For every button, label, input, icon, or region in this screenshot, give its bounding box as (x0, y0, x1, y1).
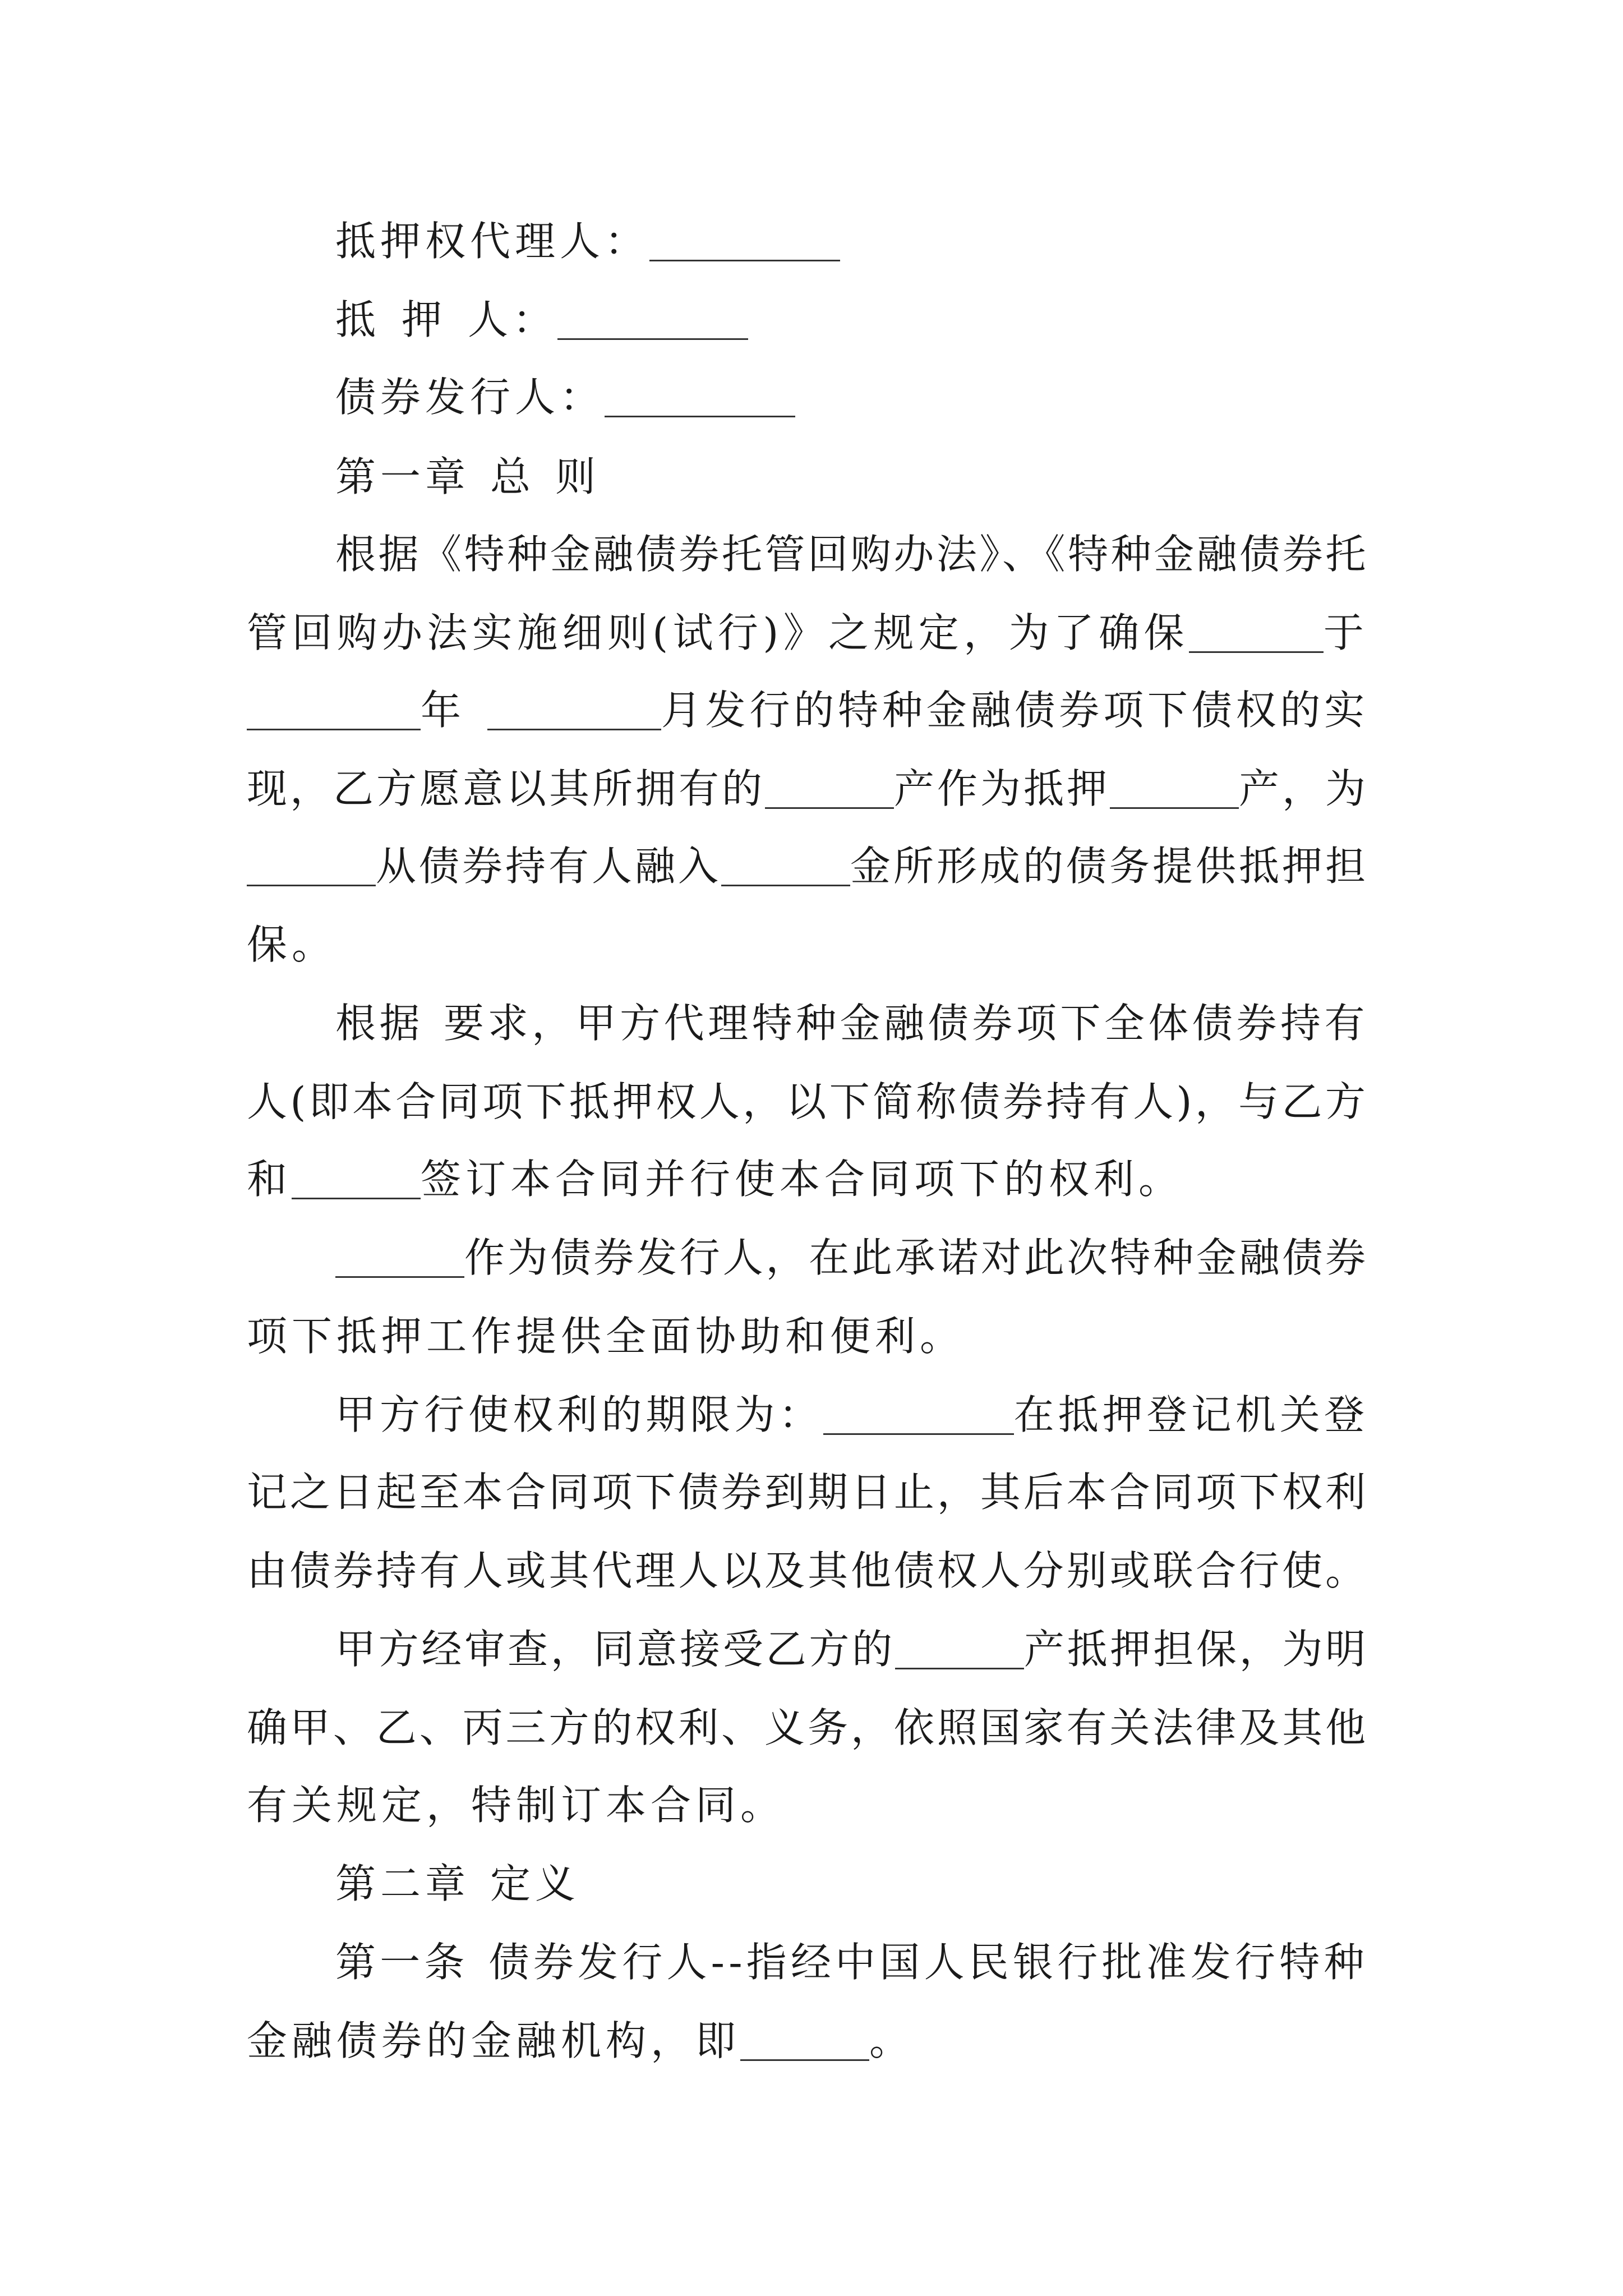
line-text: 由债券持有人或其代理人以及其他债权人分别或联合行使。 (247, 1547, 1369, 1594)
line-text: 人： (468, 296, 558, 343)
line-text: 月发行的特种金融债券项下债权的实 (661, 687, 1369, 734)
text-line (247, 1458, 1368, 1526)
text-line (247, 1772, 785, 1839)
text-line (335, 364, 795, 431)
line-text: 金所形成的债务提供抵押担 (850, 843, 1369, 890)
fill-in-blank (765, 755, 894, 809)
text-line (335, 521, 1368, 588)
line-text: 第一章 (335, 453, 471, 500)
line-text: 产作为抵押 (894, 765, 1110, 812)
text-line (335, 1850, 580, 1917)
fill-in-blank (292, 1145, 421, 1199)
line-text: 作为债券发行人，在此承诺对此次特种金融债券 (464, 1234, 1369, 1281)
line-text: 根据 (335, 1000, 424, 1047)
text-line (335, 1381, 1368, 1448)
line-text: 押 (402, 296, 447, 343)
line-text: 甲方行使权利的期限为： (335, 1391, 823, 1438)
text-line (335, 1929, 1368, 1996)
fill-in-blank (335, 1224, 464, 1278)
line-text: 债券发行人--指经中国人民银行批准发行特种 (488, 1939, 1368, 1986)
line-text: 从债券持有人融入 (376, 843, 722, 890)
text-line (247, 599, 1368, 666)
line-text: 要求，甲方代理特种金融债券项下全体债券持有 (444, 1000, 1369, 1047)
line-text: 则 (555, 453, 601, 500)
text-line (335, 1616, 1368, 1683)
line-text: 产抵押担保，为明 (1023, 1626, 1369, 1673)
line-text: 抵 (335, 296, 381, 343)
text-line (335, 990, 1368, 1057)
fill-in-blank (247, 832, 376, 886)
fill-in-blank (1189, 599, 1324, 653)
fill-in-blank (895, 1616, 1024, 1669)
fill-in-blank (740, 2007, 869, 2061)
text-line (247, 1303, 965, 1370)
line-text: 项下抵押工作提供全面协助和便利。 (247, 1313, 965, 1360)
line-text: 保。 (247, 921, 337, 968)
line-text: 确甲、乙、丙三方的权利、义务，依照国家有关法律及其他 (247, 1704, 1369, 1751)
line-text: 管回购办法实施细则(试行)》之规定，为了确保 (247, 609, 1189, 656)
line-text: 年 (421, 687, 465, 734)
line-text: 甲方经审查，同意接受乙方的 (335, 1626, 895, 1673)
fill-in-blank (1110, 755, 1239, 809)
line-text: 债券发行人： (335, 374, 605, 421)
text-line (247, 911, 336, 978)
text-line (247, 1145, 1183, 1213)
text-line (247, 677, 1368, 744)
line-text: 记之日起至本合同项下债券到期日止，其后本合同项下权利 (247, 1469, 1369, 1516)
fill-in-blank (823, 1381, 1014, 1435)
fill-in-blank (605, 364, 795, 417)
line-text: 现，乙方愿意以其所拥有的 (247, 765, 766, 812)
text-line (247, 755, 1368, 822)
line-text: 金融债券的金融机构，即 (247, 2017, 741, 2064)
line-text: 第一条 (335, 1939, 469, 1986)
line-text: 于 (1323, 609, 1369, 656)
line-text: 第二章 (335, 1860, 471, 1907)
text-line (335, 443, 600, 510)
fill-in-blank (721, 832, 850, 886)
line-text: 定义 (490, 1860, 580, 1907)
line-text: 签订本合同并行使本合同项下的权利。 (421, 1156, 1184, 1203)
text-line (335, 1224, 1368, 1291)
text-line (247, 1068, 1368, 1135)
line-text: 根据《特种金融债券托管回购办法》、《特种金融债券托 (335, 531, 1369, 578)
line-text: 在抵押登记机关登 (1013, 1391, 1369, 1438)
line-text: 产，为 (1239, 765, 1369, 812)
text-line (335, 208, 840, 275)
text-line (247, 1694, 1368, 1761)
line-text: 有关规定，特制订本合同。 (247, 1782, 786, 1829)
line-text: 和 (247, 1156, 292, 1203)
text-line (247, 2007, 914, 2074)
line-text: 人(即本合同项下抵押权人，以下简称债券持有人)，与乙方 (247, 1078, 1369, 1125)
line-text: 抵押权代理人： (335, 218, 650, 265)
text-line (247, 1537, 1368, 1604)
text-line (247, 832, 1368, 900)
fill-in-blank (649, 208, 840, 261)
line-text: 总 (490, 453, 536, 500)
fill-in-blank (557, 286, 748, 340)
text-line (335, 286, 748, 353)
fill-in-blank (247, 677, 421, 730)
line-text: 。 (869, 2017, 915, 2064)
fill-in-blank (487, 677, 661, 730)
